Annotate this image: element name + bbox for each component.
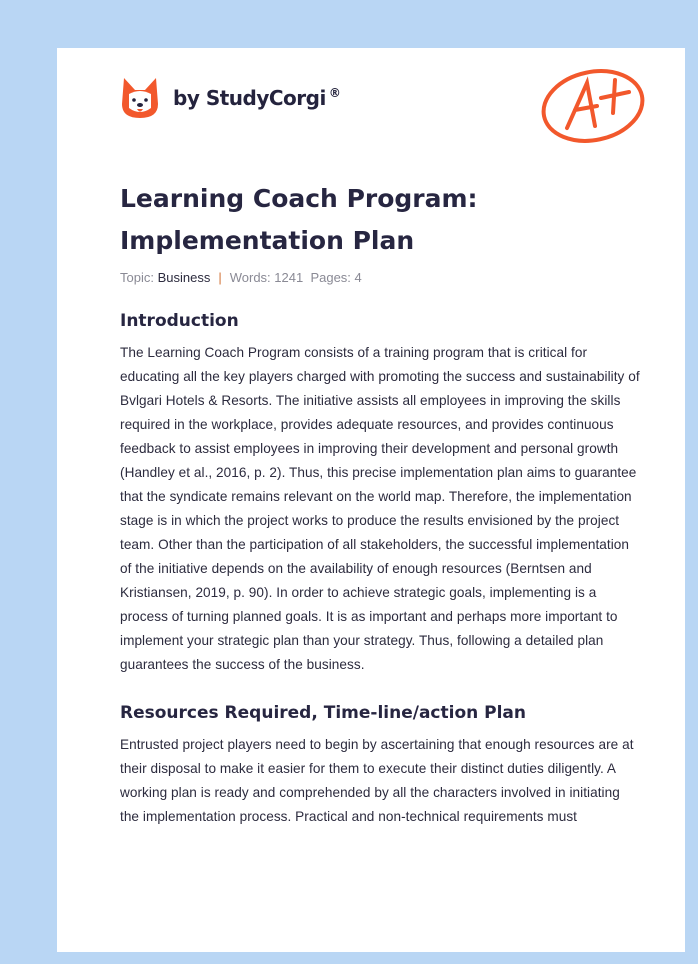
corgi-icon (121, 76, 159, 120)
topic-link[interactable]: Business (157, 270, 211, 285)
page-title: Learning Coach Program: Implementation Plan (120, 184, 478, 255)
brand-name: by StudyCorgi ® (173, 86, 341, 110)
section-heading: Resources Required, Time-line/action Plan (120, 703, 527, 723)
document-card (57, 48, 685, 952)
meta-info: Topic: Business | Words: 1241 Pages: 4 (120, 270, 362, 285)
section-body: Entrusted project players need to begin by ascertaining that enough resources are at their disposal to make it easier for them to execute their distinct duties diligently. A working plan is ready and comprehended by all the characters involved in initiating the implementation process. Practical and non-technical requirements must (120, 737, 634, 824)
a-plus-grade-icon (537, 58, 649, 148)
studycorgi-logo[interactable] (121, 76, 340, 120)
section-heading: Introduction (120, 311, 239, 331)
section-body: The Learning Coach Program consists of a training program that is critical for educating all the key players charged with promoting the success and sustainability of Bvlgari Hotels & Resorts. The initiative assists all employees in improving the skills required in the workplace, provides adequate resources, and provides continuous feedback to assist employees in improving their development and personal growth (Handley et al., 2016, p. 2). Thus, this precise implementation plan aims to guarantee that the syndicate remains relevant on the world map. Therefore, the implementation stage is in which the project works to produce the results envisioned by the project team. Other than the participation of all stakeholders, the successful implementation of the initiative depends on the availability of enough resources (Berntsen and Kristiansen, 2019, p. 90). In order to achieve strategic goals, implementing is a process of turning planned goals. It is as important and perhaps more important to implement your strategic plan than your strategy. Thus, following a detailed plan guarantees the success of the business. (120, 345, 640, 672)
